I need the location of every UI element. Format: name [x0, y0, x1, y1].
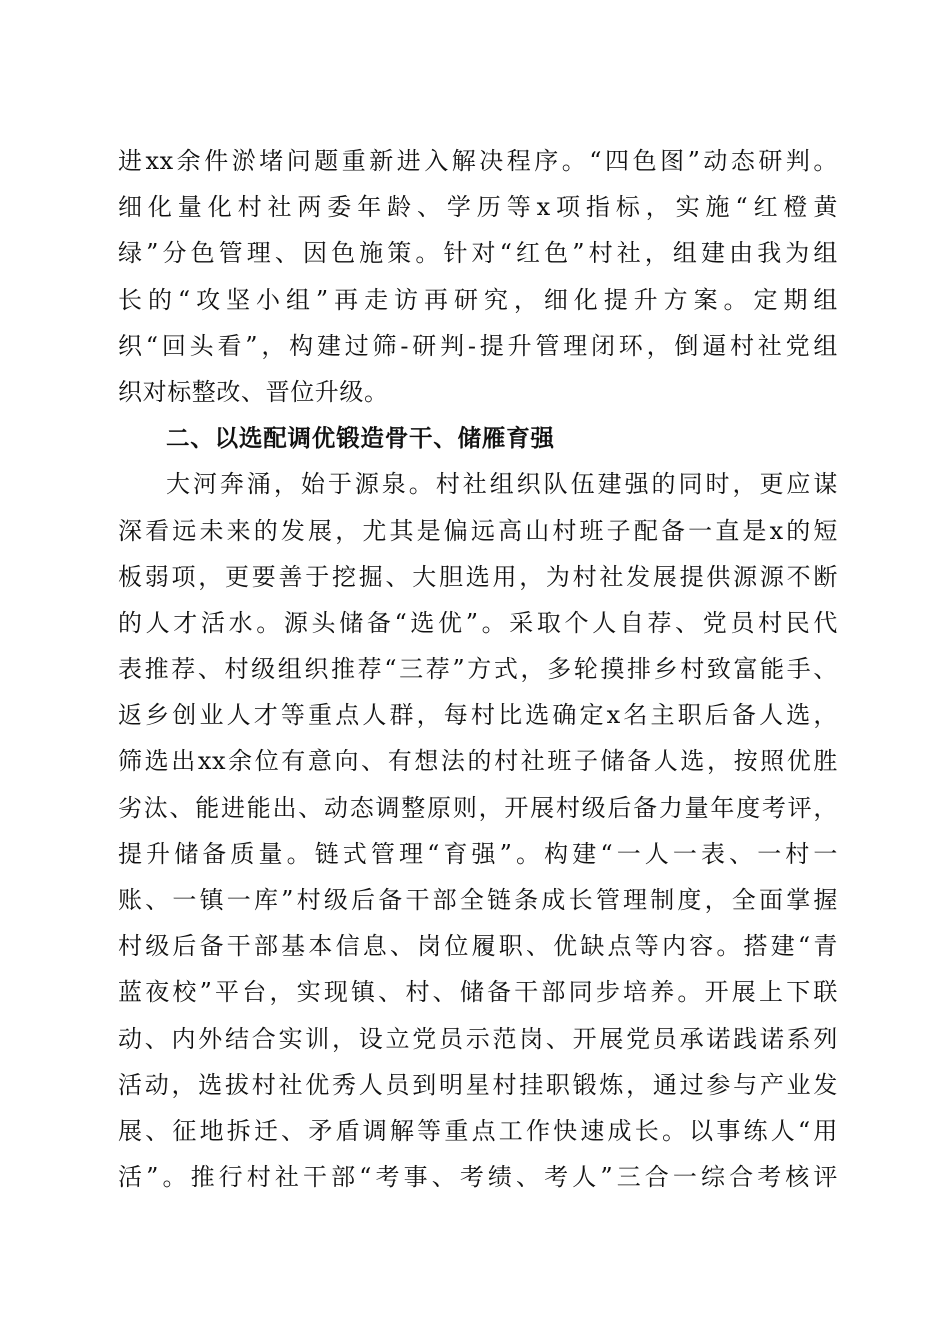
- paragraph-line: 筛选出xx余位有意向、有想法的村社班子储备人选，按照优胜: [118, 747, 838, 776]
- paragraph-line: 蓝夜校”平台，实现镇、村、储备干部同步培养。开展上下联: [118, 978, 838, 1007]
- paragraph-line: 动、内外结合实训，设立党员示范岗、开展党员承诺践诺系列: [118, 1024, 838, 1053]
- paragraph-line: 细化量化村社两委年龄、学历等x项指标，实施“红橙黄: [118, 193, 838, 222]
- paragraph-line: 提升储备质量。链式管理“育强”。构建“一人一表、一村一: [118, 839, 838, 868]
- paragraph-line: 返乡创业人才等重点人群，每村比选确定x名主职后备人选，: [118, 701, 838, 730]
- paragraph-line: 账、一镇一库”村级后备干部全链条成长管理制度，全面掌握: [118, 886, 838, 914]
- paragraph-line: 劣汰、能进能出、动态调整原则，开展村级后备力量年度考评，: [118, 793, 838, 822]
- paragraph-line: 活”。推行村社干部“考事、考绩、考人”三合一综合考核评: [118, 1163, 838, 1192]
- paragraph-line: 活动，选拔村社优秀人员到明星村挂职锻炼，通过参与产业发: [118, 1070, 838, 1099]
- paragraph-line: 织“回头看”，构建过筛-研判-提升管理闭环，倒逼村社党组: [118, 331, 838, 360]
- paragraph-line: 长的“攻坚小组”再走访再研究，细化提升方案。定期组: [118, 285, 838, 314]
- paragraph-line: 进xx余件淤堵问题重新进入解决程序。“四色图”动态研判。: [118, 147, 838, 175]
- paragraph-line: 展、征地拆迁、矛盾调解等重点工作快速成长。以事练人“用: [118, 1116, 838, 1145]
- paragraph-line: 绿”分色管理、因色施策。针对“红色”村社，组建由我为组: [118, 239, 838, 268]
- paragraph-line: 的人才活水。源头储备“选优”。采取个人自荐、党员村民代: [118, 608, 838, 637]
- document-body: [118, 138, 838, 1200]
- paragraph-line: 板弱项，更要善于挖掘、大胆选用，为村社发展提供源源不断: [118, 562, 838, 591]
- paragraph-line: 表推荐、村级组织推荐“三荐”方式，多轮摸排乡村致富能手、: [118, 655, 838, 684]
- paragraph-line: 大河奔涌，始于源泉。村社组织队伍建强的同时，更应谋: [166, 470, 838, 499]
- paragraph-line: 村级后备干部基本信息、岗位履职、优缺点等内容。搭建“青: [118, 932, 838, 961]
- paragraph-line: 织对标整改、晋位升级。: [118, 377, 389, 406]
- paragraph-line: 深看远未来的发展，尤其是偏远高山村班子配备一直是x的短: [118, 516, 838, 545]
- section-heading: 二、以选配调优锻造骨干、储雁育强: [166, 424, 555, 453]
